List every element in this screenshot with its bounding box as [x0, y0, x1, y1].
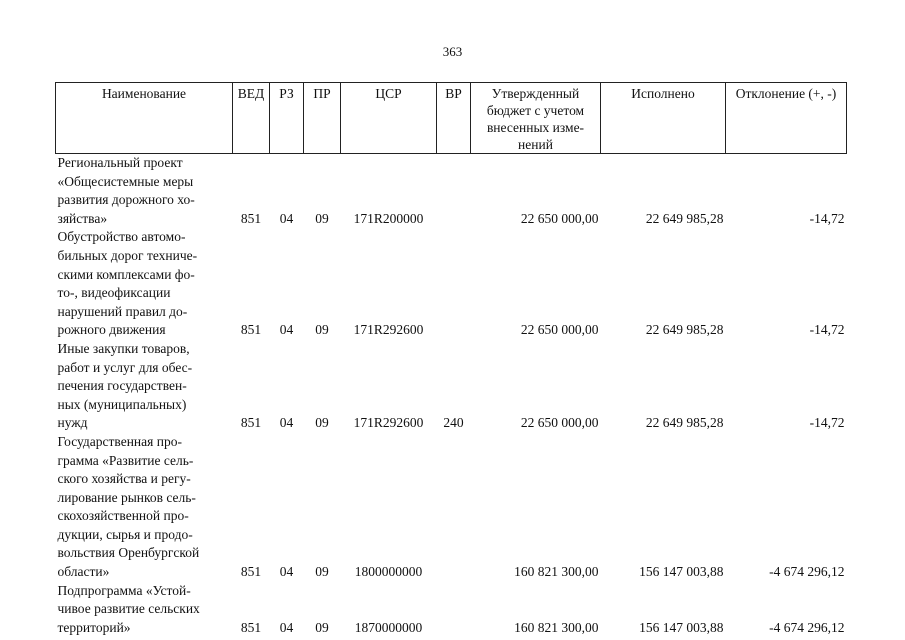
name-line: дукции, сырья и продо-: [57, 526, 193, 542]
header-pr: ПР: [304, 83, 341, 154]
header-name: Наименование: [56, 83, 233, 154]
cell-executed: 156 147 003,88: [639, 619, 724, 635]
cell-deviation: -4 674 296,12: [769, 564, 845, 580]
name-line: Обустройство автомо-: [57, 229, 186, 245]
cell-csr: 1870000000: [354, 619, 423, 635]
name-line: Региональный проект: [57, 155, 183, 170]
name-line: «Общесистемные меры: [57, 173, 194, 189]
table-row: [56, 340, 847, 433]
budget-table: [55, 82, 847, 637]
name-line: скими комплексами фо-: [57, 266, 195, 282]
name-line: территорий»: [57, 619, 131, 635]
cell-ved: 851: [240, 564, 262, 580]
cell-vr: [437, 433, 471, 582]
cell-ved: 851: [240, 415, 262, 431]
page-number: 363: [442, 44, 463, 59]
cell-pr: 09: [315, 210, 329, 226]
name-line: ского хозяйства и регу-: [57, 471, 191, 487]
cell-ved: 851: [240, 619, 262, 635]
header-deviation: Отклонение (+, -): [726, 83, 847, 154]
name-line: чивое развитие сельских: [57, 601, 200, 617]
cell-deviation: -14,72: [809, 415, 845, 431]
cell-executed: 22 649 985,28: [645, 415, 724, 431]
name-line: развития дорожного хо-: [57, 192, 195, 208]
cell-budget: 22 650 000,00: [520, 415, 599, 431]
cell-ved: 851: [240, 210, 262, 226]
cell-csr: 1800000000: [354, 564, 423, 580]
cell-name: [56, 433, 233, 582]
name-line: Государственная про-: [57, 433, 182, 449]
cell-budget: 160 821 300,00: [514, 564, 599, 580]
cell-pr: 09: [315, 415, 329, 431]
cell-pr: 09: [315, 322, 329, 338]
name-line: зяйства»: [57, 210, 108, 226]
header-rz: РЗ: [270, 83, 304, 154]
table-row: [56, 228, 847, 340]
name-line: ных (муниципальных): [57, 396, 187, 412]
cell-csr: 171R200000: [353, 210, 424, 226]
cell-pr: 09: [315, 619, 329, 635]
name-line: Иные закупки товаров,: [57, 340, 190, 356]
name-line: Подпрограмма «Устой-: [57, 582, 191, 598]
name-line: грамма «Развитие сель-: [57, 452, 194, 468]
header-ved: ВЕД: [233, 83, 270, 154]
cell-budget: 22 650 000,00: [520, 322, 599, 338]
name-line: лирование рынков сель-: [57, 489, 196, 505]
cell-name: [56, 340, 233, 433]
name-line: нужд: [57, 415, 88, 431]
cell-rz: 04: [279, 210, 294, 226]
cell-budget: 160 821 300,00: [514, 619, 599, 635]
cell-rz: 04: [279, 415, 294, 431]
cell-csr: 171R292600: [353, 322, 424, 338]
header-executed: Исполнено: [601, 83, 726, 154]
cell-csr: 171R292600: [353, 415, 424, 431]
cell-vr: [437, 582, 471, 638]
name-line: нарушений правил до-: [57, 303, 188, 319]
name-line: рожного движения: [57, 322, 166, 338]
cell-rz: 04: [279, 619, 294, 635]
name-line: вольствия Оренбургской: [57, 545, 200, 561]
cell-name: [56, 154, 233, 229]
cell-executed: 156 147 003,88: [639, 564, 724, 580]
cell-name: [56, 582, 233, 638]
name-line: области»: [57, 564, 110, 580]
cell-deviation: -14,72: [809, 210, 845, 226]
table-row: [56, 582, 847, 638]
cell-ved: 851: [240, 322, 262, 338]
name-line: бильных дорог техниче-: [57, 247, 198, 263]
cell-name: [56, 228, 233, 340]
header-budget: Утвержденный бюджет с учетом внесенных изме-нений: [471, 83, 601, 154]
cell-rz: 04: [279, 564, 294, 580]
cell-executed: 22 649 985,28: [645, 210, 724, 226]
cell-pr: 09: [315, 564, 329, 580]
cell-deviation: -14,72: [809, 322, 845, 338]
name-line: печения государствен-: [57, 378, 187, 394]
cell-vr: [437, 228, 471, 340]
cell-executed: 22 649 985,28: [645, 322, 724, 338]
cell-rz: 04: [279, 322, 294, 338]
cell-vr: 240: [443, 415, 464, 431]
cell-deviation: -4 674 296,12: [769, 619, 845, 635]
name-line: работ и услуг для обес-: [57, 359, 193, 375]
cell-budget: 22 650 000,00: [520, 210, 599, 226]
cell-vr: [437, 154, 471, 229]
name-line: скохозяйственной про-: [57, 508, 189, 524]
header-csr: ЦСР: [341, 83, 437, 154]
table-body: [56, 154, 847, 638]
table-row: [56, 154, 847, 229]
header-vr: ВР: [437, 83, 471, 154]
table-row: [56, 433, 847, 582]
name-line: то-, видеофиксации: [57, 285, 171, 301]
